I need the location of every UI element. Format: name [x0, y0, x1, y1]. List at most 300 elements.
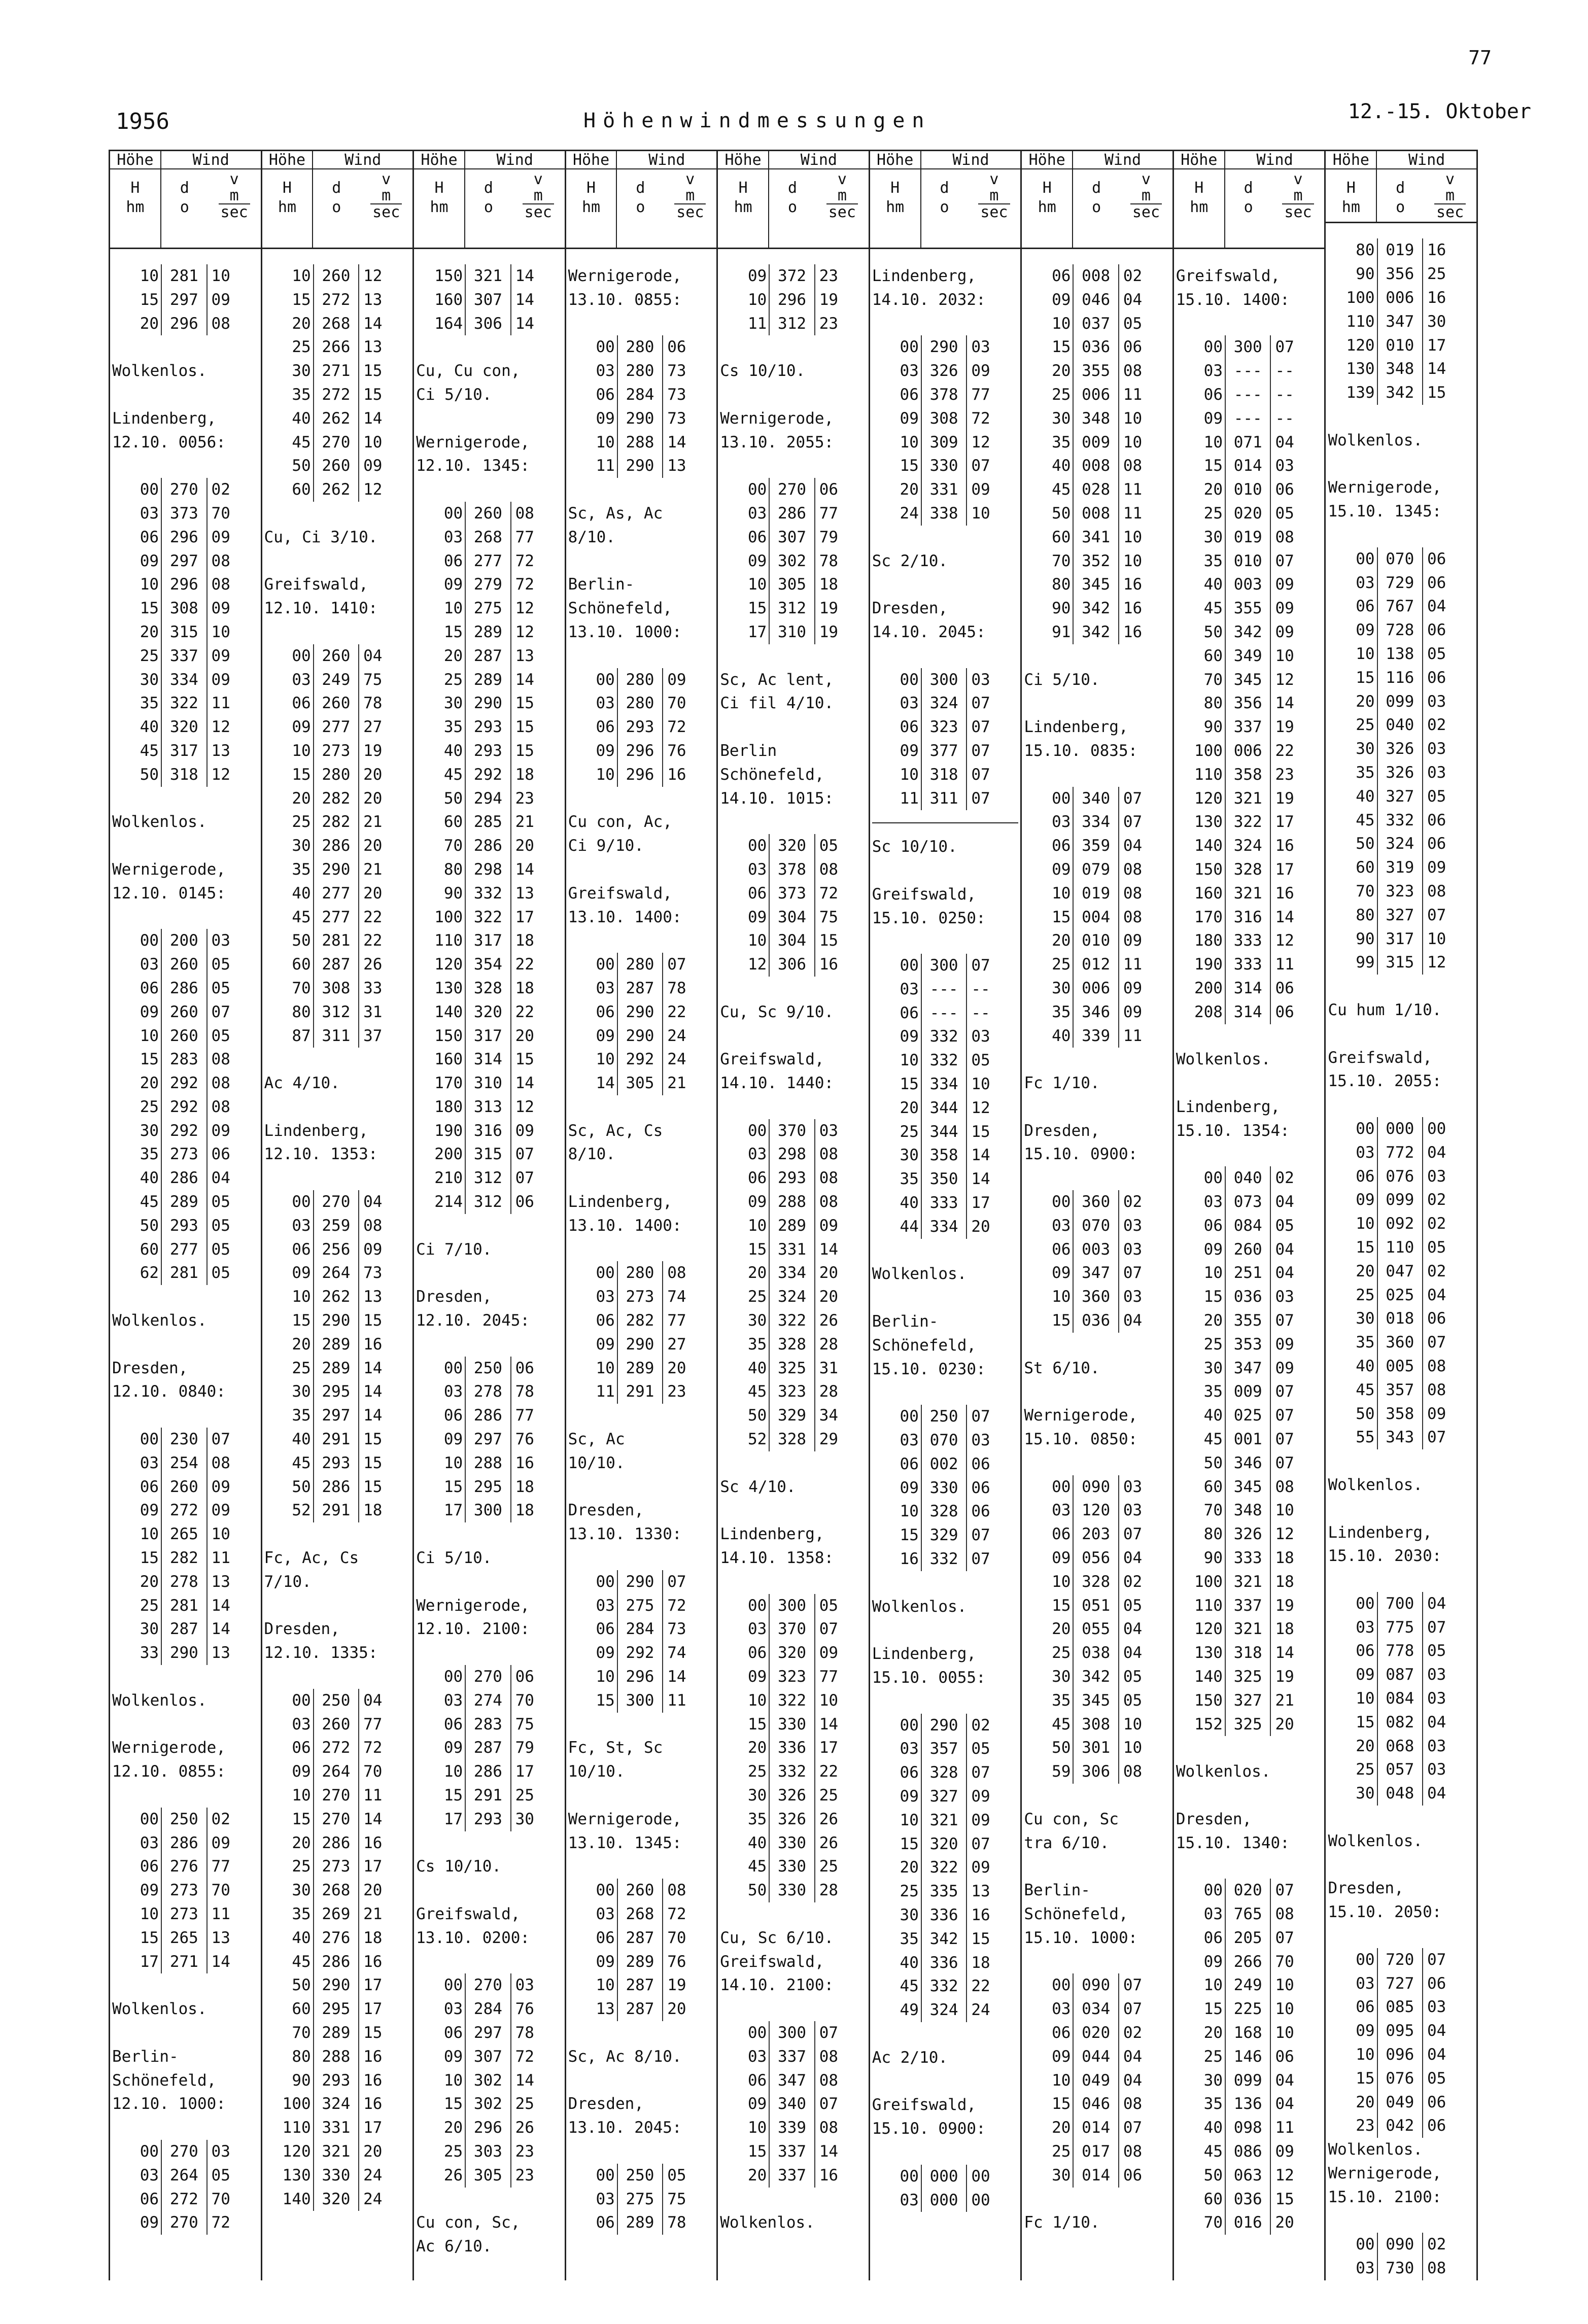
table-row	[1328, 1782, 1474, 1806]
wind-header: Wind	[161, 151, 261, 169]
spacer	[1328, 524, 1474, 547]
height-symbol: H	[586, 179, 596, 197]
direction-value: 354	[466, 953, 511, 977]
table-row	[720, 1380, 867, 1404]
speed-value: 07	[1123, 789, 1143, 808]
height-value: 10	[1176, 431, 1226, 455]
direction-value: 076	[1378, 2067, 1423, 2091]
speed-value: 23	[819, 314, 839, 333]
direction-value: 010	[1226, 549, 1271, 573]
height-value: 15	[872, 1523, 922, 1547]
height-value: 30	[1328, 1307, 1377, 1331]
station-note: tra 6/10.	[1024, 1833, 1110, 1852]
direction-value: 276	[314, 1926, 359, 1950]
speed-value: 14	[1275, 694, 1294, 713]
speed-value: 09	[515, 1121, 534, 1140]
station-note: Greifswald,	[720, 1050, 824, 1069]
table-row	[1024, 1285, 1170, 1309]
direction-value: 321	[922, 1809, 967, 1832]
table-row	[1176, 1926, 1323, 1950]
direction-value: 320	[162, 715, 207, 739]
date-range: 12.-15. Oktober	[1348, 100, 1531, 123]
spacer	[1024, 1095, 1170, 1119]
height-value: 30	[112, 1119, 162, 1143]
speed-unit-fraction	[664, 203, 716, 221]
height-value: 20	[264, 312, 314, 336]
direction-value: 356	[1226, 691, 1271, 715]
direction-value: 293	[618, 715, 663, 739]
speed-value: 14	[971, 1170, 990, 1189]
direction-value: 282	[618, 1309, 663, 1333]
table-row	[264, 407, 411, 431]
table-row	[264, 1689, 411, 1713]
spacer	[568, 929, 715, 953]
table-row	[720, 1238, 867, 1262]
speed-value: 04	[1123, 290, 1143, 309]
speed-value: 12	[211, 718, 230, 737]
height-value: 208	[1176, 1000, 1226, 1024]
direction-value: 000	[922, 2165, 967, 2189]
direction-value: 378	[770, 858, 815, 882]
height-value: 15	[416, 1784, 466, 1808]
table-row	[264, 1997, 411, 2021]
table-row	[264, 691, 411, 715]
speed-value: 26	[819, 1810, 839, 1828]
table-row	[1176, 597, 1323, 620]
height-value: 09	[1176, 407, 1226, 431]
speed-value: 16	[1123, 622, 1143, 641]
table-row	[1176, 502, 1323, 526]
speed-value: 07	[1275, 1928, 1294, 1947]
station-note: Dresden,	[264, 1620, 340, 1639]
table-row	[872, 359, 1019, 383]
speed-value: 18	[971, 1953, 990, 1972]
station-note: Dresden,	[568, 2095, 644, 2113]
direction-value: 168	[1226, 2021, 1271, 2045]
spacer	[264, 620, 411, 644]
speed-value: 10	[1275, 2023, 1294, 2042]
height-value: 62	[112, 1261, 162, 1285]
spacer	[872, 1381, 1019, 1405]
direction-value: 291	[314, 1428, 359, 1451]
direction-value: 090	[1074, 1973, 1119, 1997]
station-note: 12.10. 1353:	[264, 1145, 378, 1164]
table-row	[1328, 1687, 1474, 1711]
table-row	[1328, 1663, 1474, 1687]
speed-value: 20	[1275, 1715, 1294, 1733]
direction-value: 275	[466, 597, 511, 620]
direction-value: 099	[1378, 690, 1423, 714]
direction-value: 025	[1378, 1284, 1423, 1307]
speed-value: 75	[667, 2190, 686, 2208]
speed-value: 04	[1275, 433, 1294, 452]
speed-value: 06	[971, 1454, 990, 1473]
direction-value: 120	[1074, 1499, 1119, 1522]
direction-value: 348	[1378, 357, 1423, 381]
direction-value: 326	[770, 1784, 815, 1808]
direction-value: 286	[162, 1831, 207, 1855]
spacer	[720, 715, 867, 739]
station-note: 15.10. 0230:	[872, 1360, 986, 1378]
table-row	[112, 1071, 259, 1095]
table-row	[872, 691, 1019, 715]
height-value: 20	[720, 1261, 770, 1285]
speed-value: 10	[1123, 1715, 1143, 1733]
speed-value: 15	[515, 718, 534, 737]
table-row	[1328, 595, 1474, 618]
table-row	[112, 1570, 259, 1594]
column-header	[718, 150, 869, 249]
speed-value: 17	[1427, 336, 1446, 355]
speed-value: 13	[211, 1928, 230, 1947]
height-value: 30	[1176, 2069, 1226, 2093]
spacer	[264, 502, 411, 526]
speed-value: 06	[1427, 668, 1446, 687]
speed-value: 15	[363, 2023, 383, 2042]
direction-value: 288	[466, 1451, 511, 1475]
direction-value: 355	[1226, 597, 1271, 620]
spacer	[1024, 1333, 1170, 1357]
height-value: 60	[1024, 526, 1074, 549]
table-row	[1176, 620, 1323, 644]
height-value: 25	[264, 1357, 314, 1380]
table-row	[568, 1380, 715, 1404]
table-row	[872, 1001, 1019, 1025]
table-row	[416, 787, 563, 811]
height-value: 10	[872, 1049, 922, 1072]
table-row	[112, 597, 259, 620]
station-note: Wernigerode,	[720, 409, 834, 428]
direction-value: 331	[770, 1238, 815, 1262]
speed-value: 72	[971, 409, 990, 428]
speed-value: 20	[515, 837, 534, 855]
direction-value: 290	[618, 1000, 663, 1024]
speed-value: 15	[363, 385, 383, 404]
height-value: 03	[568, 1902, 618, 1926]
height-header: Höhe	[262, 151, 314, 169]
speed-value: --	[1275, 362, 1294, 380]
speed-value: 10	[971, 1075, 990, 1094]
speed-value: 07	[1123, 2000, 1143, 2019]
height-value: 70	[416, 834, 466, 858]
height-value: 40	[1328, 1355, 1377, 1378]
height-value: 20	[1328, 2091, 1377, 2114]
spacer	[720, 1570, 867, 1594]
height-value: 59	[1024, 1760, 1074, 1784]
height-value: 03	[1176, 359, 1226, 383]
table-row	[264, 1428, 411, 1451]
height-value: 10	[568, 1665, 618, 1689]
height-value: 35	[1176, 549, 1226, 573]
column-body	[1022, 249, 1172, 2235]
speed-value: 72	[819, 884, 839, 903]
speed-value: 04	[1427, 1784, 1446, 1803]
table-row	[1024, 834, 1170, 858]
table-row	[720, 1617, 867, 1641]
direction-value: 273	[314, 1855, 359, 1879]
spacer	[568, 312, 715, 336]
height-value: 09	[416, 1428, 466, 1451]
speed-value: 15	[971, 1122, 990, 1141]
table-row	[1176, 359, 1323, 383]
height-unit	[1326, 169, 1377, 222]
height-value: 20	[1176, 2021, 1226, 2045]
speed-value: --	[1275, 385, 1294, 404]
table-row	[568, 1594, 715, 1618]
height-value: 10	[264, 739, 314, 763]
direction-value: 290	[922, 335, 967, 359]
direction-value: 070	[1378, 547, 1423, 571]
table-row	[1024, 858, 1170, 882]
speed-value: 07	[1427, 1950, 1446, 1969]
direction-value: 283	[162, 1048, 207, 1071]
speed-unit-numerator: m	[533, 186, 543, 204]
direction-value: 295	[314, 1380, 359, 1404]
spacer	[264, 549, 411, 573]
height-value: 50	[720, 1404, 770, 1428]
table-row	[112, 1261, 259, 1285]
direction-value: 307	[770, 526, 815, 549]
table-row	[1328, 1188, 1474, 1212]
speed-value: 12	[971, 1098, 990, 1117]
direction-value: 292	[618, 1048, 663, 1071]
table-row	[1024, 288, 1170, 312]
speed-value: 18	[363, 1501, 383, 1520]
height-value: 80	[264, 2045, 314, 2069]
spacer	[872, 1571, 1019, 1595]
direction-value: 302	[770, 549, 815, 573]
column-header	[1326, 150, 1476, 223]
direction-value: 290	[314, 1309, 359, 1333]
height-value: 03	[112, 1831, 162, 1855]
direction-value: 254	[162, 1451, 207, 1475]
table-row	[1328, 690, 1474, 714]
spacer	[416, 1214, 563, 1238]
height-value: 90	[1328, 262, 1377, 286]
station-note: Lindenberg,	[112, 409, 217, 428]
direction-value: 775	[1378, 1616, 1423, 1640]
degree-label: o	[484, 198, 493, 216]
table-row	[416, 1142, 563, 1166]
station-note: 15.10. 1345:	[1328, 502, 1442, 521]
table-row	[416, 739, 563, 763]
table-row	[872, 739, 1019, 763]
spacer	[1024, 1048, 1170, 1071]
height-value: 20	[872, 1096, 922, 1120]
height-value: 10	[264, 1285, 314, 1309]
height-value: 13	[568, 1997, 618, 2021]
speed-value: 07	[1275, 1406, 1294, 1425]
direction-value: 073	[1226, 1190, 1271, 1214]
speed-value: 18	[1275, 1620, 1294, 1639]
direction-value: 333	[1226, 953, 1271, 977]
direction-unit	[161, 169, 208, 248]
speed-value: 18	[1275, 1572, 1294, 1591]
speed-value: 02	[1427, 2235, 1446, 2254]
table-row	[264, 1808, 411, 1831]
speed-value: 20	[515, 1026, 534, 1045]
direction-value: 297	[162, 549, 207, 573]
speed-value: 02	[1427, 1262, 1446, 1280]
height-value: 03	[568, 691, 618, 715]
station-note: Wernigerode,	[568, 267, 682, 285]
table-row	[264, 1333, 411, 1357]
speed-value: 00	[1427, 1119, 1446, 1138]
direction-value: 356	[1378, 262, 1423, 286]
height-unit-label: hm	[1038, 198, 1056, 216]
table-row	[568, 691, 715, 715]
height-value: 100	[1328, 286, 1377, 310]
height-value: 150	[1176, 1689, 1226, 1713]
direction-value: 006	[1378, 286, 1423, 310]
station-note: Wernigerode,	[1328, 2164, 1442, 2183]
table-row	[416, 2045, 563, 2069]
table-row	[720, 1285, 867, 1309]
height-value: 03	[1024, 1499, 1074, 1522]
speed-value: 28	[819, 1382, 839, 1401]
direction-value: 289	[466, 620, 511, 644]
direction-value: 328	[1074, 1570, 1119, 1594]
speed-value: 19	[1275, 1668, 1294, 1686]
speed-unit-fraction	[816, 203, 869, 221]
table-row	[264, 1261, 411, 1285]
direction-value: 327	[1226, 1689, 1271, 1713]
height-value: 00	[1176, 1166, 1226, 1190]
height-value: 03	[112, 2164, 162, 2188]
direction-value: 284	[618, 383, 663, 407]
height-value: 00	[112, 1428, 162, 1451]
table-row	[112, 1000, 259, 1024]
table-row	[1024, 620, 1170, 644]
height-value: 10	[1024, 1285, 1074, 1309]
height-value: 03	[1024, 1214, 1074, 1238]
direction-value: 305	[770, 573, 815, 597]
speed-value: 20	[363, 765, 383, 784]
table-row	[416, 288, 563, 312]
speed-value: 78	[363, 694, 383, 713]
speed-value: 09	[211, 1833, 230, 1852]
table-row	[1024, 1997, 1170, 2021]
spacer	[872, 930, 1019, 954]
direction-value: ---	[922, 1001, 967, 1025]
table-row	[1024, 1214, 1170, 1238]
direction-value: 225	[1226, 1997, 1271, 2021]
table-row	[720, 2092, 867, 2116]
speed-value: 07	[1427, 1333, 1446, 1352]
table-row	[264, 1475, 411, 1499]
speed-value: 16	[363, 2047, 383, 2066]
speed-value: 08	[1123, 884, 1143, 903]
height-value: 15	[872, 1072, 922, 1096]
height-unit-label: hm	[734, 198, 752, 216]
height-value: 45	[720, 1380, 770, 1404]
station-note: 12.10. 1410:	[264, 599, 378, 618]
speed-value: 14	[363, 1406, 383, 1425]
table-row	[112, 739, 259, 763]
height-value: 50	[264, 929, 314, 953]
speed-value: 74	[667, 1644, 686, 1662]
speed-value: 08	[1427, 1357, 1446, 1375]
height-value: 00	[720, 1594, 770, 1618]
station-note: Ac 2/10.	[872, 2048, 948, 2067]
direction-value: 342	[922, 1927, 967, 1951]
table-row	[416, 597, 563, 620]
direction-value: 008	[1074, 264, 1119, 288]
height-value: 09	[112, 549, 162, 573]
speed-value: 09	[363, 457, 383, 475]
direction-value: 729	[1378, 571, 1423, 595]
station-note: Wolkenlos.	[1328, 2140, 1423, 2159]
direction-value: 323	[770, 1665, 815, 1689]
direction-value: 014	[1226, 454, 1271, 478]
speed-value: 08	[819, 860, 839, 879]
table-row	[1176, 383, 1323, 407]
direction-value: 260	[314, 454, 359, 478]
height-value: 10	[720, 1214, 770, 1238]
speed-value: 09	[1123, 931, 1143, 950]
direction-value: 110	[1378, 1236, 1423, 1260]
table-row	[1024, 1309, 1170, 1333]
spacer	[872, 526, 1019, 549]
direction-unit	[313, 169, 360, 248]
table-row	[1024, 359, 1170, 383]
height-value: 20	[112, 1071, 162, 1095]
direction-value: 205	[1226, 1926, 1271, 1950]
height-value: 09	[1176, 1950, 1226, 1974]
direction-value: 290	[314, 858, 359, 882]
table-row	[264, 1926, 411, 1950]
direction-value: 000	[922, 2189, 967, 2212]
table-row	[264, 668, 411, 692]
direction-symbol: d	[332, 179, 341, 197]
speed-value: 08	[1427, 2259, 1446, 2278]
table-row	[416, 977, 563, 1000]
height-value: 11	[568, 1380, 618, 1404]
direction-value: 287	[618, 977, 663, 1000]
speed-value: 33	[363, 979, 383, 997]
table-row	[264, 715, 411, 739]
spacer	[568, 1238, 715, 1262]
speed-value: 15	[363, 1477, 383, 1496]
direction-value: 296	[162, 573, 207, 597]
height-value: 06	[416, 1404, 466, 1428]
direction-value: 010	[1378, 334, 1423, 358]
table-row	[112, 1546, 259, 1570]
direction-value: 316	[466, 1119, 511, 1143]
height-value: 00	[112, 1808, 162, 1831]
height-value: 25	[1176, 1333, 1226, 1357]
table-row	[1024, 2164, 1170, 2188]
height-value: 10	[1176, 1261, 1226, 1285]
height-value: 06	[112, 2188, 162, 2211]
height-value: 15	[264, 288, 314, 312]
table-row	[1024, 264, 1170, 288]
speed-value: 26	[819, 1833, 839, 1852]
height-value: 15	[112, 288, 162, 312]
direction-value: 273	[618, 1285, 663, 1309]
table-row	[416, 1071, 563, 1095]
table-row	[1024, 478, 1170, 502]
height-value: 15	[416, 2092, 466, 2116]
height-value: 40	[416, 739, 466, 763]
spacer	[568, 478, 715, 502]
height-value: 10	[720, 1689, 770, 1713]
direction-unit	[1073, 169, 1120, 248]
table-row	[264, 1736, 411, 1760]
direction-value: 767	[1378, 595, 1423, 618]
height-value: 45	[1328, 809, 1377, 833]
table-row	[1176, 1522, 1323, 1546]
